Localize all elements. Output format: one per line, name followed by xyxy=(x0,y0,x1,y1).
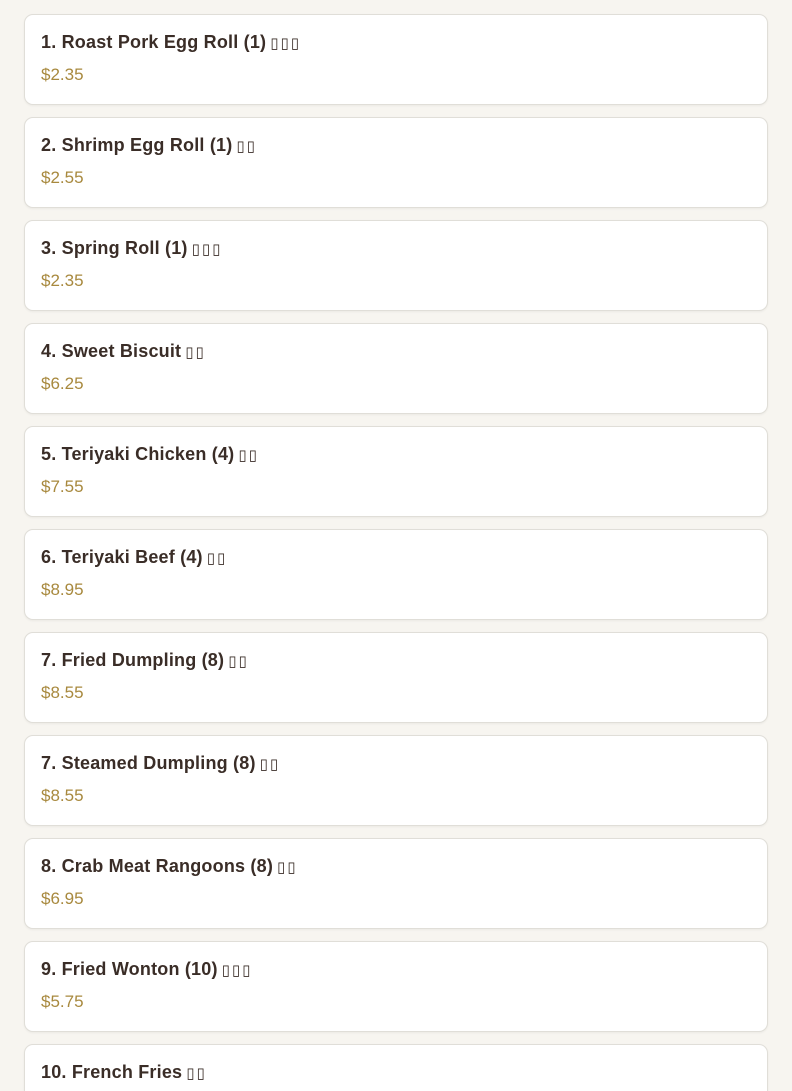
menu-item-card[interactable] xyxy=(24,14,768,105)
menu-item-name-text: 2. Shrimp Egg Roll (1) xyxy=(41,135,233,155)
menu-item-card[interactable] xyxy=(24,323,768,414)
menu-item-price: $7.55 xyxy=(41,477,84,496)
menu-item-name-cjk: ▯▯ xyxy=(186,1064,207,1082)
menu-item-name xyxy=(41,30,751,55)
menu-item-name-text: 6. Teriyaki Beef (4) xyxy=(41,547,203,567)
menu-item-card[interactable] xyxy=(24,117,768,208)
menu-item-name-cjk: ▯▯▯ xyxy=(191,240,223,258)
menu-item-name xyxy=(41,545,751,570)
menu-item-name xyxy=(41,1060,751,1085)
menu-item-card[interactable] xyxy=(24,529,768,620)
menu-item-name-text: 7. Fried Dumpling (8) xyxy=(41,650,225,670)
menu-item-price: $2.55 xyxy=(41,168,84,187)
menu-item-card[interactable] xyxy=(24,941,768,1032)
menu-item-name-cjk: ▯▯▯ xyxy=(270,34,301,52)
menu-item-name-text: 7. Steamed Dumpling (8) xyxy=(41,753,256,773)
menu-item-name xyxy=(41,751,751,776)
menu-item-name xyxy=(41,957,751,982)
menu-item-price: $6.95 xyxy=(41,889,84,908)
menu-item-name-text: 4. Sweet Biscuit xyxy=(41,341,182,361)
menu-item-card[interactable] xyxy=(24,220,768,311)
menu-item-card[interactable] xyxy=(24,838,768,929)
menu-item-price: $2.35 xyxy=(41,65,84,84)
menu-item-name-text: 1. Roast Pork Egg Roll (1) xyxy=(41,32,267,52)
menu-item-price: $8.55 xyxy=(41,683,84,702)
menu-item-price: $6.25 xyxy=(41,374,84,393)
menu-item-name xyxy=(41,854,751,879)
menu-item-name-cjk: ▯▯ xyxy=(277,858,298,876)
menu-item-price: $5.75 xyxy=(41,992,84,1011)
menu-item-name-cjk: ▯▯▯ xyxy=(221,961,253,979)
menu-item-name xyxy=(41,648,751,673)
menu-item-price: $8.55 xyxy=(41,786,84,805)
menu-item-name-cjk: ▯▯ xyxy=(206,549,228,567)
menu-item-card[interactable] xyxy=(24,632,768,723)
menu-item-name-text: 3. Spring Roll (1) xyxy=(41,238,188,258)
menu-item-name xyxy=(41,236,751,261)
menu-item-name xyxy=(41,442,751,467)
menu-item-name-text: 5. Teriyaki Chicken (4) xyxy=(41,444,235,464)
menu-item-name-cjk: ▯▯ xyxy=(185,343,206,361)
menu-item-name-cjk: ▯▯ xyxy=(238,446,259,464)
menu-item-card[interactable] xyxy=(24,735,768,826)
menu-item-name xyxy=(41,133,751,158)
menu-item-price: $2.35 xyxy=(41,271,84,290)
menu-item-price: $8.95 xyxy=(41,580,84,599)
menu-item-name xyxy=(41,339,751,364)
menu-item-name-text: 10. French Fries xyxy=(41,1062,183,1082)
menu-item-name-cjk: ▯▯ xyxy=(259,755,281,773)
menu-item-card[interactable] xyxy=(24,1044,768,1091)
menu-item-name-text: 8. Crab Meat Rangoons (8) xyxy=(41,856,274,876)
menu-item-name-cjk: ▯▯ xyxy=(236,137,257,155)
menu-item-name-cjk: ▯▯ xyxy=(228,652,249,670)
menu-item-card[interactable] xyxy=(24,426,768,517)
menu-item-name-text: 9. Fried Wonton (10) xyxy=(41,959,218,979)
